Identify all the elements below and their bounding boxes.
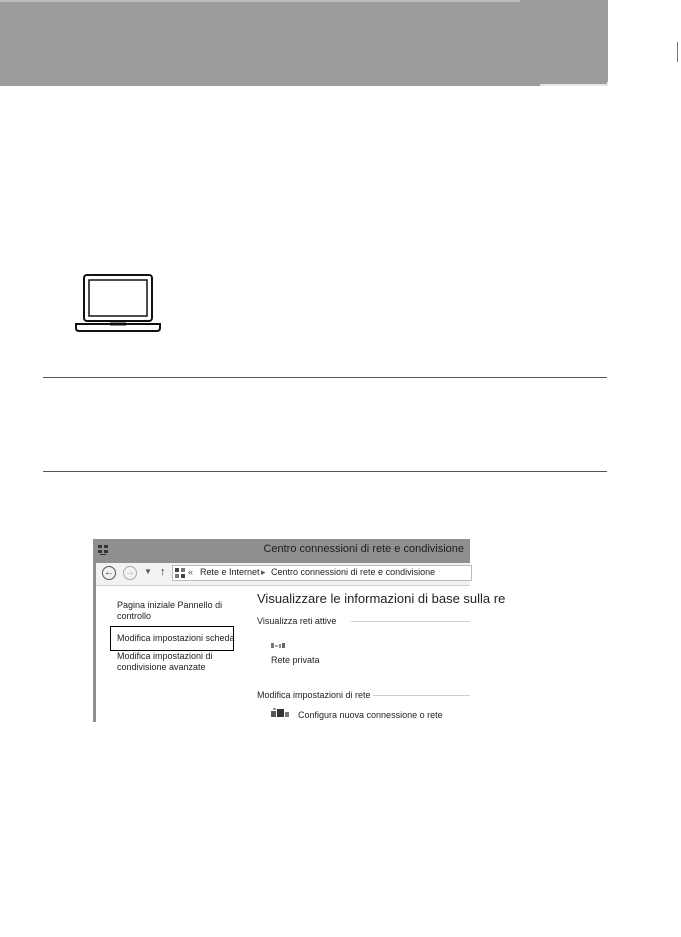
- left-link-line: Modifica impostazioni di: [117, 651, 213, 661]
- setup-connection-link[interactable]: Configura nuova connessione o rete: [298, 710, 443, 720]
- left-link-advanced-sharing[interactable]: [117, 651, 213, 673]
- up-arrow-icon[interactable]: ↑: [160, 566, 166, 578]
- left-link-control-panel-home[interactable]: [117, 600, 222, 622]
- address-bar[interactable]: [172, 565, 472, 581]
- navigation-bar: [96, 563, 470, 586]
- left-link-line: Modifica impostazioni scheda: [117, 633, 235, 643]
- breadcrumb-network-center[interactable]: Centro connessioni di rete e condivisione: [271, 567, 436, 577]
- left-link-line: condivisione avanzate: [117, 662, 206, 672]
- network-icon: [271, 642, 285, 649]
- network-name: Rete privata: [271, 655, 320, 665]
- laptop-icon: [74, 272, 162, 334]
- control-panel-icon: [175, 568, 185, 578]
- forward-arrow-icon[interactable]: →: [125, 567, 135, 578]
- chevron-down-icon[interactable]: ▼: [144, 567, 152, 576]
- network-center-app-icon: [97, 544, 109, 556]
- active-networks-header: Visualizza reti attive: [257, 616, 337, 626]
- chapter-header-band: [0, 0, 608, 86]
- breadcrumb-separator-icon: ▸: [261, 567, 266, 577]
- divider-rule: [43, 471, 607, 472]
- page-edge-mark: [677, 42, 678, 62]
- section-divider: [373, 695, 470, 696]
- left-link-line: Pagina iniziale Pannello di: [117, 600, 223, 610]
- section-divider: [351, 621, 470, 622]
- change-network-settings-header: Modifica impostazioni di rete: [257, 690, 371, 700]
- window-titlebar: [93, 539, 470, 563]
- highlight-box: [110, 626, 234, 651]
- header-topline: [0, 0, 520, 2]
- breadcrumb-rete-internet[interactable]: Rete e Internet: [200, 567, 260, 577]
- window-title: Centro connessioni di rete e condivisione: [263, 543, 464, 555]
- network-setup-icon: [271, 708, 289, 719]
- left-pane: [96, 586, 236, 722]
- page-title: Visualizzare le informazioni di base sulla re: [257, 591, 506, 606]
- breadcrumb-overflow[interactable]: «: [188, 567, 194, 577]
- divider-rule: [43, 377, 607, 378]
- left-link-line: controllo: [117, 611, 152, 621]
- back-arrow-icon[interactable]: ←: [104, 567, 114, 578]
